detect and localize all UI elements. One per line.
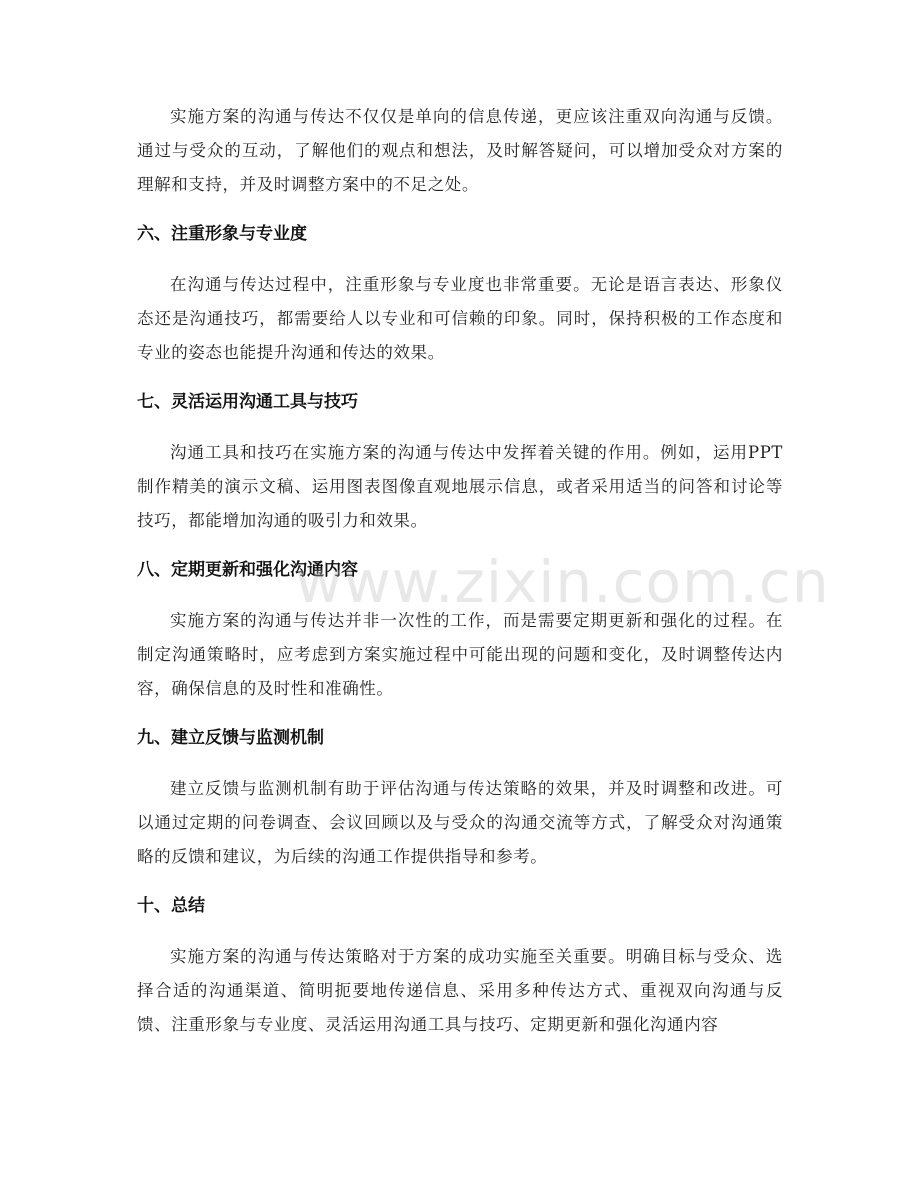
section-heading-7: 七、灵活运用沟通工具与技巧 [137, 392, 358, 412]
section-body-6: 在沟通与传达过程中，注重形象与专业度也非常重要。无论是语言表达、形象仪态还是沟通技巧，都需要给人以专业和可信赖的印象。同时，保持积极的工作态度和专业的姿态也能提升沟通和传达的效果。 [137, 275, 783, 362]
document-content [137, 100, 783, 1042]
section-body-8: 实施方案的沟通与传达并非一次性的工作，而是需要定期更新和强化的过程。在制定沟通策略时，应考虑到方案实施过程中可能出现的问题和变化，及时调整传达内容，确保信息的及时性和准确性。 [137, 611, 783, 698]
section-heading-8: 八、定期更新和强化沟通内容 [137, 560, 358, 580]
intro-paragraph: 实施方案的沟通与传达不仅仅是单向的信息传递，更应该注重双向沟通与反馈。通过与受众的互动，了解他们的观点和想法，及时解答疑问，可以增加受众对方案的理解和支持，并及时调整方案中的不足之处。 [137, 107, 783, 194]
section-heading-10: 十、总结 [137, 896, 205, 916]
section-heading-6: 六、注重形象与专业度 [137, 224, 307, 244]
section-body-9: 建立反馈与监测机制有助于评估沟通与传达策略的效果，并及时调整和改进。可以通过定期的问卷调查、会议回顾以及与受众的沟通交流等方式，了解受众对沟通策略的反馈和建议，为后续的沟通工作提供指导和参考。 [137, 779, 783, 866]
section-body-10: 实施方案的沟通与传达策略对于方案的成功实施至关重要。明确目标与受众、选择合适的沟通渠道、简明扼要地传递信息、采用多种传达方式、重视双向沟通与反馈、注重形象与专业度、灵活运用沟通工具与技巧、定期更新和强化沟通内容 [137, 947, 783, 1034]
watermark-text: www.zixin.com.cn [295, 548, 830, 616]
section-body-7: 沟通工具和技巧在实施方案的沟通与传达中发挥着关键的作用。例如，运用PPT制作精美的演示文稿、运用图表图像直观地展示信息，或者采用适当的问答和讨论等技巧，都能增加沟通的吸引力和效果。 [137, 443, 783, 530]
section-heading-9: 九、建立反馈与监测机制 [137, 728, 324, 748]
